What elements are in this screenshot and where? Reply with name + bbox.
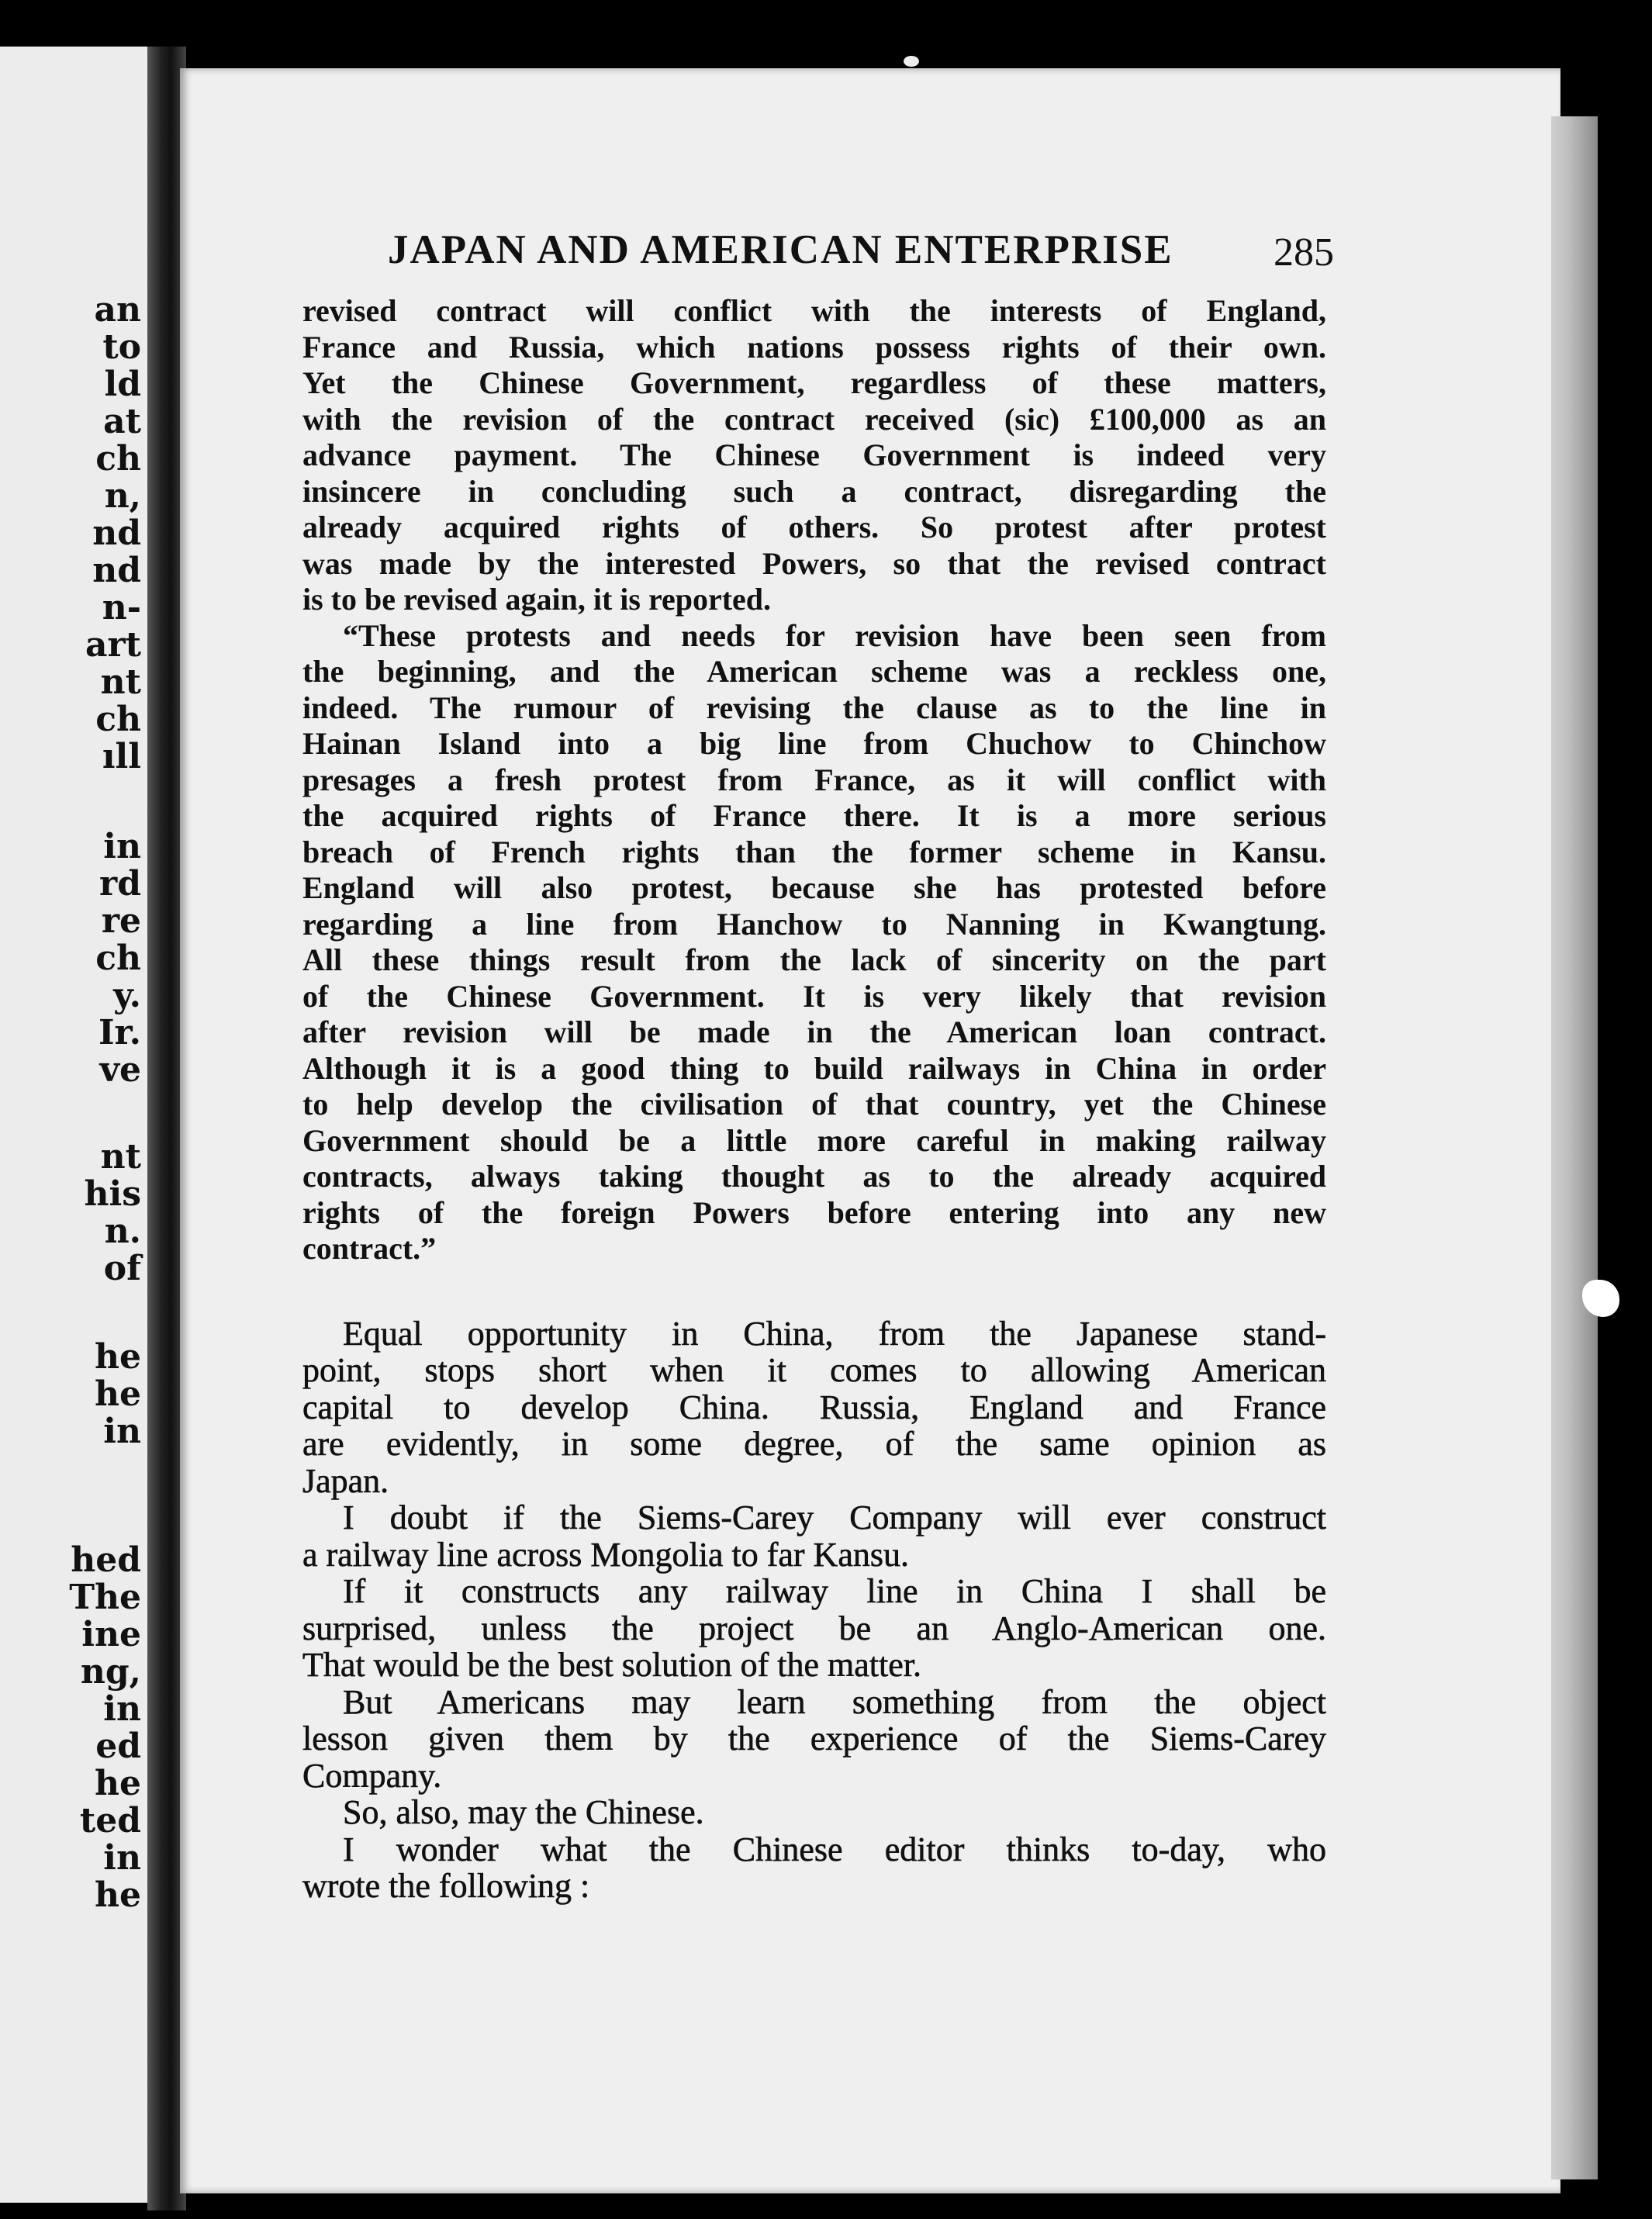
left-fragment: he (95, 1374, 141, 1414)
text-line: is to be revised again, it is reported. (302, 582, 772, 617)
page-body (302, 293, 1326, 1905)
text-line: “These protests and needs for revision have been seen from (343, 617, 1326, 653)
text-line: Although it is a good thing to build railways in China in order (302, 1050, 1326, 1086)
left-fragment: ve (99, 1050, 141, 1090)
left-fragment: re (101, 901, 141, 941)
page-number: 285 (1274, 230, 1334, 275)
left-fragment: to (102, 327, 141, 367)
text-line: the beginning, and the American scheme was a reckless one, (302, 654, 1326, 689)
text-line: already acquired rights of others. So protest after protest (302, 510, 1326, 544)
left-fragment: ine (81, 1615, 141, 1654)
left-fragment: he (95, 1875, 141, 1915)
text-line: I wonder what the Chinese editor thinks to-day, who (343, 1830, 1326, 1868)
text-line: That would be the best solution of the matter. (302, 1646, 921, 1684)
text-line: England will also protest, because she has protested before (302, 870, 1326, 905)
left-fragment: ed (95, 1726, 141, 1766)
text-line: Japan. (302, 1461, 389, 1500)
text-line: a railway line across Mongolia to far Kansu. (302, 1535, 909, 1574)
left-fragment: nd (92, 551, 141, 590)
main-passage (302, 1315, 1326, 1905)
text-line: was made by the interested Powers, so that the revised contract (302, 545, 1326, 581)
text-line: But Americans may learn something from the object (343, 1682, 1326, 1721)
left-fragment: n- (102, 588, 141, 627)
left-fragment: ng, (80, 1652, 141, 1692)
left-fragment: ch (95, 938, 141, 978)
left-fragment: ted (79, 1801, 141, 1841)
left-fragment: rd (99, 864, 141, 904)
left-facing-page (0, 47, 147, 2203)
left-fragment: The (69, 1578, 141, 1617)
text-line: after revision will be made in the American loan contract. (302, 1014, 1326, 1049)
page-edge (1551, 116, 1598, 2179)
text-line: Hainan Island into a big line from Chuchow to Chinchow (302, 726, 1326, 761)
left-fragment: of (103, 1249, 141, 1288)
left-fragment: in (103, 1412, 141, 1451)
left-fragment: he (95, 1337, 141, 1377)
text-line: of the Chinese Government. It is very likely that revision (302, 978, 1326, 1014)
text-line: point, stops short when it comes to allowing American (302, 1351, 1326, 1389)
left-fragment: hed (71, 1540, 141, 1580)
text-line: contracts, always taking thought as to the already acquired (302, 1159, 1326, 1194)
text-line: surprised, unless the project be an Anglo-American one. (302, 1609, 1326, 1647)
text-line: Equal opportunity in China, from the Japanese stand- (343, 1314, 1326, 1353)
section-gap (302, 1267, 1326, 1315)
left-fragment: an (94, 290, 141, 330)
left-fragment: at (103, 402, 141, 441)
left-fragment: ıll (102, 737, 141, 776)
left-fragment: ch (95, 439, 141, 479)
left-fragment: art (85, 625, 141, 665)
text-line: lesson given them by the experience of the Siems-Carey (302, 1720, 1326, 1758)
text-line: to help develop the civilisation of that country, yet the Chinese (302, 1087, 1326, 1122)
text-line: indeed. The rumour of revising the clause as to the line in (302, 690, 1326, 725)
running-head: JAPAN AND AMERICAN ENTERPRISE (388, 227, 1173, 272)
left-fragment: nt (100, 1137, 141, 1177)
left-fragment: his (84, 1174, 141, 1214)
text-line: Government should be a little more careful in making railway (302, 1122, 1326, 1158)
text-line: Company. (302, 1756, 442, 1795)
text-line: are evidently, in some degree, of the same opinion as (302, 1425, 1326, 1463)
text-line: regarding a line from Hanchow to Nanning in Kwangtung. (302, 906, 1326, 942)
speck (904, 56, 919, 67)
text-line: advance payment. The Chinese Government is indeed very (302, 437, 1326, 472)
left-fragment: ch (95, 700, 141, 739)
text-line: I doubt if the Siems-Carey Company will ever construct (343, 1498, 1326, 1536)
text-line: wrote the following : (302, 1867, 590, 1905)
left-fragment: nt (100, 662, 141, 702)
left-fragment: Ir. (98, 1013, 141, 1052)
left-fragment: n, (104, 476, 141, 516)
page-header (388, 226, 1334, 281)
text-line: the acquired rights of France there. It is a more serious (302, 798, 1326, 833)
quoted-passage (302, 293, 1326, 1267)
text-line: capital to develop China. Russia, England and France (302, 1388, 1326, 1426)
text-line: breach of French rights than the former scheme in Kansu. (302, 834, 1326, 869)
text-line: with the revision of the contract received (sic) £100,000 as an (302, 401, 1326, 437)
left-fragment: y. (113, 976, 141, 1015)
left-fragment: ld (104, 365, 141, 404)
text-line: insincere in concluding such a contract, disregarding the (302, 473, 1326, 509)
left-fragment: in (103, 1838, 141, 1878)
left-fragment: in (103, 1689, 141, 1729)
text-line: revised contract will conflict with the interests of England, (302, 293, 1326, 328)
text-line: presages a fresh protest from France, as it will conflict with (302, 762, 1326, 797)
text-line: rights of the foreign Powers before entering into any new (302, 1194, 1326, 1230)
text-line: France and Russia, which nations possess rights of their own. (302, 329, 1326, 365)
left-fragment: he (95, 1764, 141, 1803)
text-line: If it constructs any railway line in China I shall be (343, 1572, 1326, 1610)
text-line: Yet the Chinese Government, regardless of these matters, (302, 365, 1326, 400)
left-fragment: n. (104, 1211, 141, 1251)
text-line: All these things result from the lack of sincerity on the part (302, 942, 1326, 977)
text-line: So, also, may the Chinese. (343, 1793, 704, 1831)
left-page-fragments (0, 47, 147, 2203)
text-line: contract.” (302, 1231, 437, 1266)
left-fragment: in (103, 827, 141, 866)
left-fragment: nd (92, 513, 141, 553)
